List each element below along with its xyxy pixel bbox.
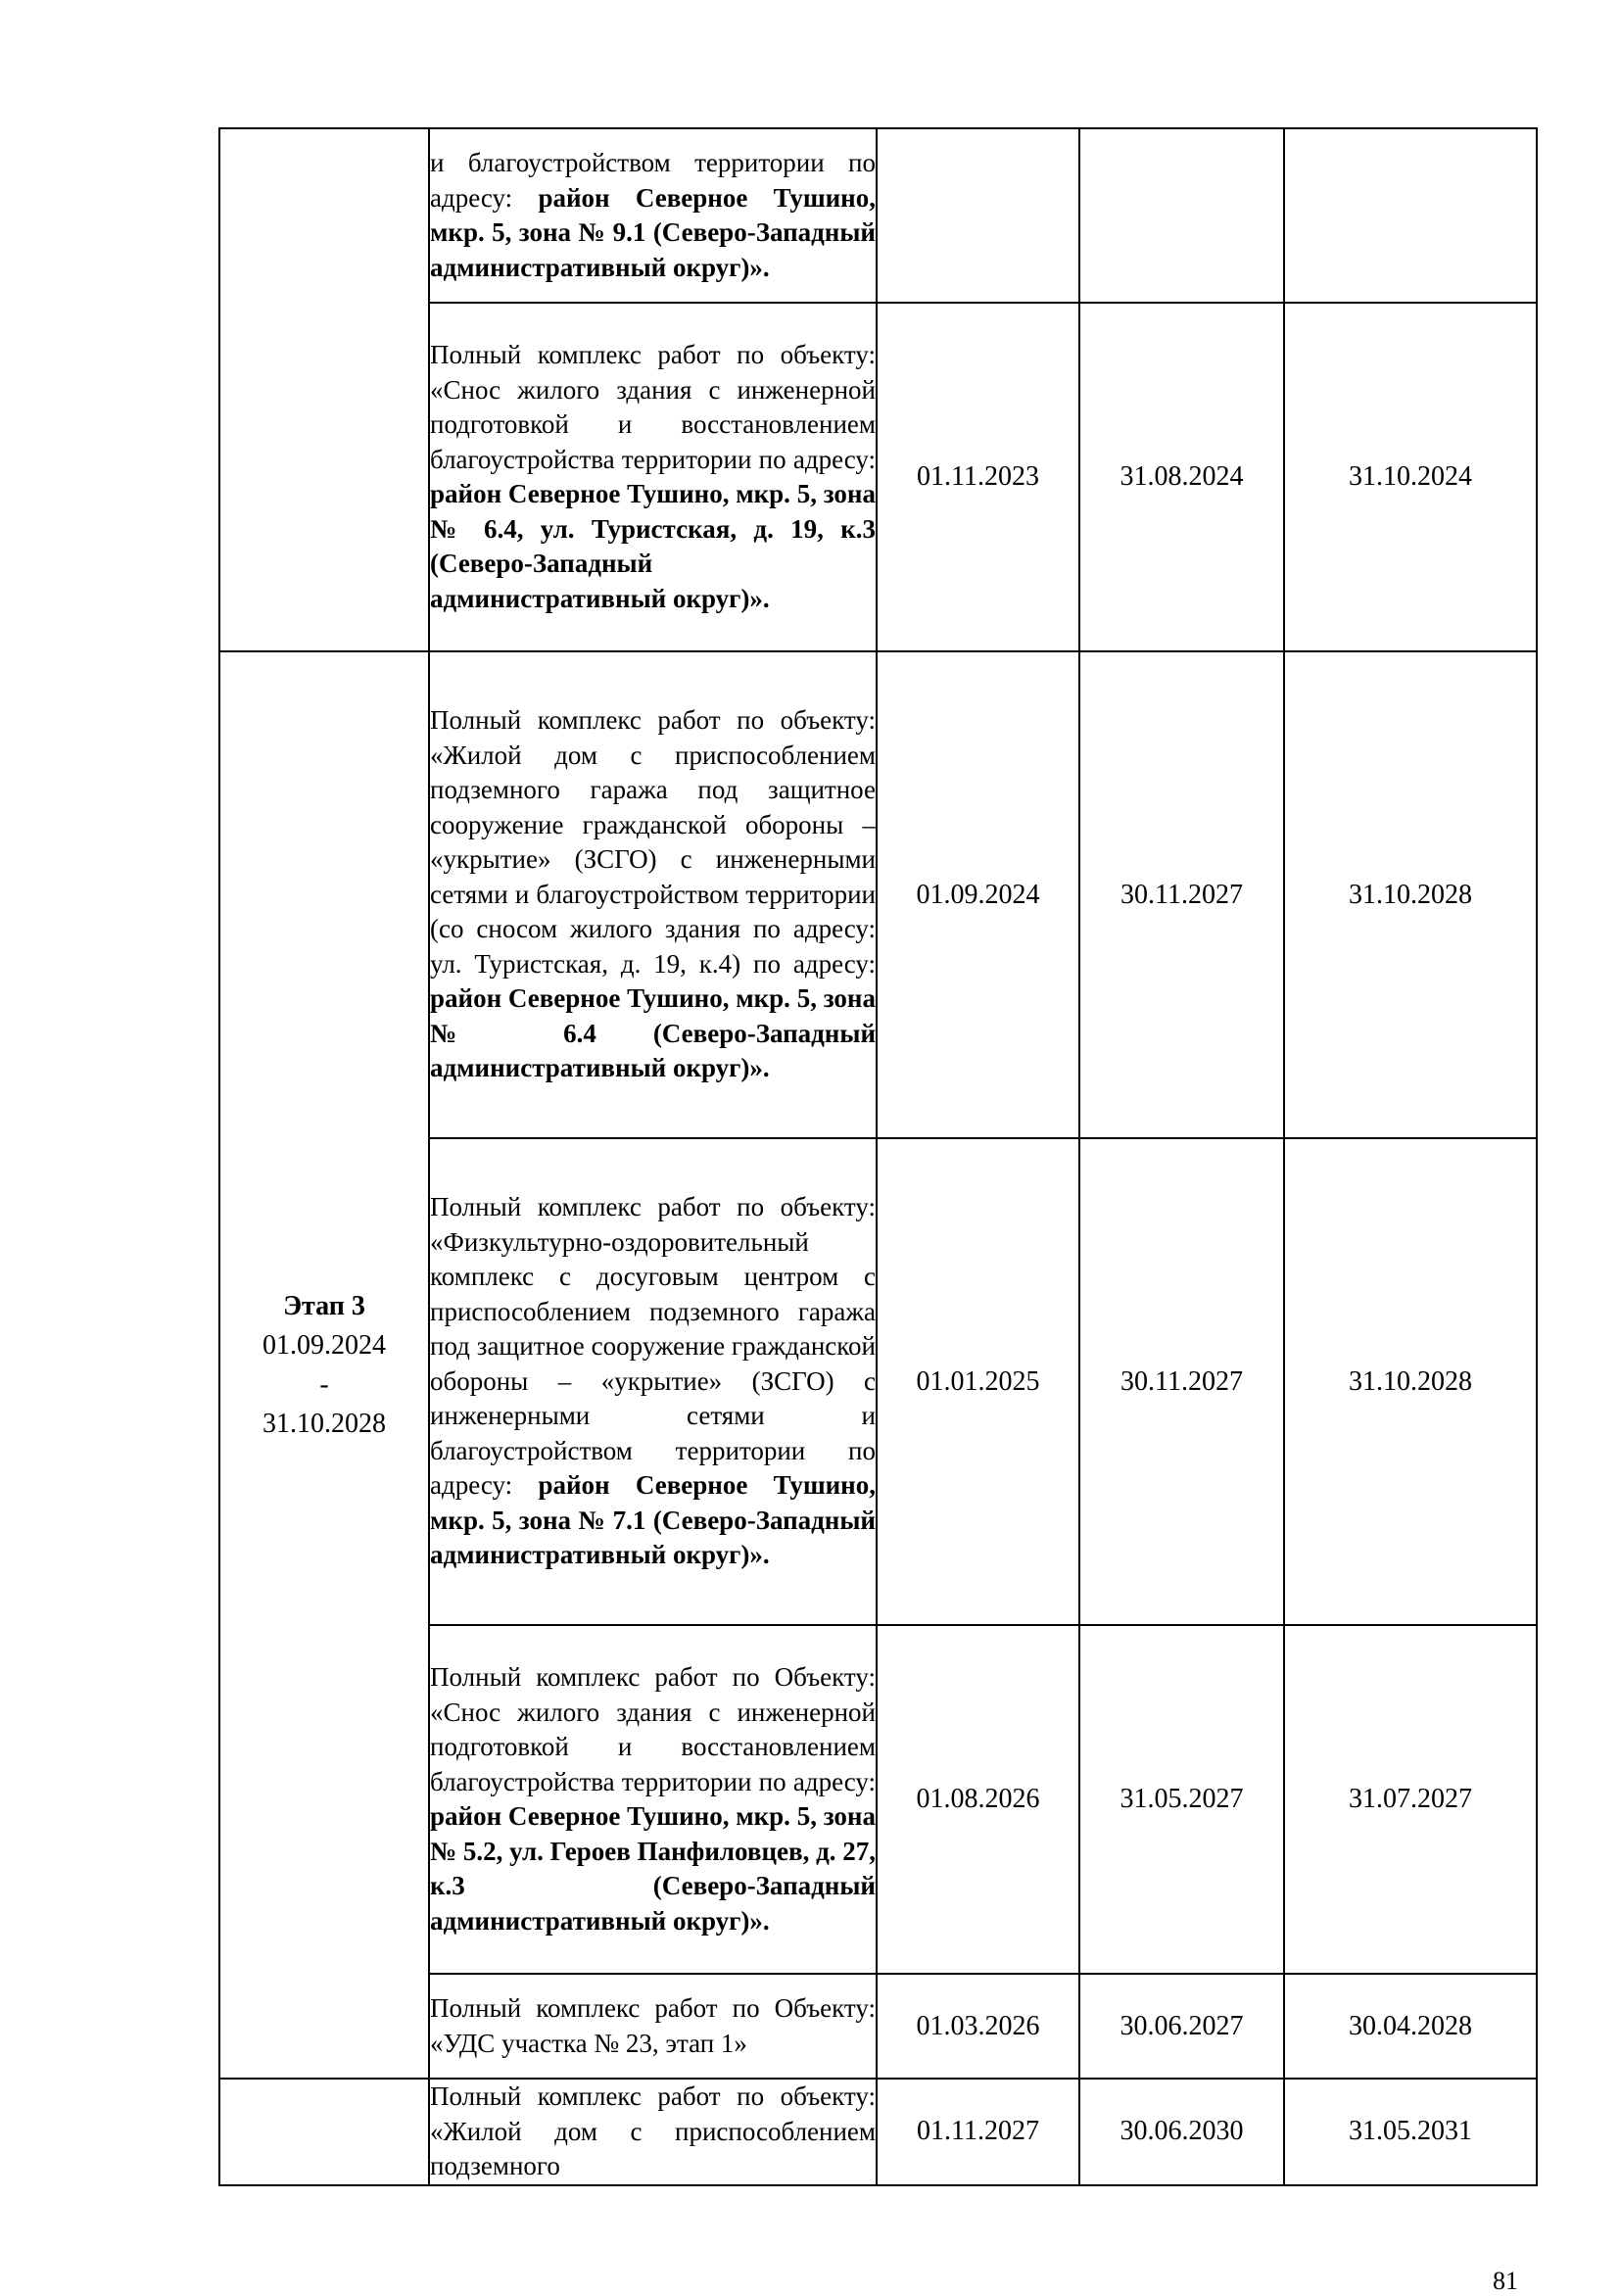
start-date: 01.11.2023 bbox=[877, 303, 1079, 651]
completion-date: 30.11.2027 bbox=[1079, 651, 1284, 1138]
work-description: Полный комплекс работ по Объекту: «Снос жилого здания с инженерной подготовкой и восстановлением благоустройства территории по адресу: район Северное Тушино, мкр. 5, зона № 5.2, ул. Героев Панфиловцев, д. 27, к.3 (Северо-Западный административный округ)». bbox=[429, 1625, 877, 1974]
end-date bbox=[1284, 128, 1537, 303]
stage-start: 01.09.2024 bbox=[262, 1329, 386, 1361]
end-date: 31.10.2028 bbox=[1284, 651, 1537, 1138]
stage-cell-empty bbox=[219, 128, 429, 651]
completion-date: 30.06.2030 bbox=[1079, 2079, 1284, 2185]
completion-date bbox=[1079, 128, 1284, 303]
schedule-table bbox=[218, 127, 1538, 2186]
completion-date: 31.08.2024 bbox=[1079, 303, 1284, 651]
stage-dash: - bbox=[319, 1368, 329, 1400]
end-date: 31.05.2031 bbox=[1284, 2079, 1537, 2185]
stage-title: Этап 3 bbox=[283, 1290, 365, 1321]
end-date: 31.10.2024 bbox=[1284, 303, 1537, 651]
start-date: 01.08.2026 bbox=[877, 1625, 1079, 1974]
work-description: Полный комплекс работ по объекту: «Физкультурно-оздоровительный комплекс с досуговым центром с приспособлением подземного гаража под защитное сооружение гражданской обороны – «укрытие» (ЗСГО) с инженерными сетями и благоустройством территории по адресу: район Северное Тушино, мкр. 5, зона № 7.1 (Северо-Западный административный округ)». bbox=[429, 1138, 877, 1625]
start-date: 01.03.2026 bbox=[877, 1974, 1079, 2079]
start-date bbox=[877, 128, 1079, 303]
start-date: 01.11.2027 bbox=[877, 2079, 1079, 2185]
stage-cell bbox=[219, 651, 429, 2079]
table-row bbox=[219, 2079, 1537, 2185]
start-date: 01.09.2024 bbox=[877, 651, 1079, 1138]
completion-date: 30.06.2027 bbox=[1079, 1974, 1284, 2079]
completion-date: 30.11.2027 bbox=[1079, 1138, 1284, 1625]
end-date: 30.04.2028 bbox=[1284, 1974, 1537, 2079]
stage-cell-empty bbox=[219, 2079, 429, 2185]
work-description: Полный комплекс работ по Объекту: «УДС участка № 23, этап 1» bbox=[429, 1974, 877, 2079]
start-date: 01.01.2025 bbox=[877, 1138, 1079, 1625]
table-row bbox=[219, 651, 1537, 1138]
work-description: и благоустройством территории по адресу: район Северное Тушино, мкр. 5, зона № 9.1 (Северо-Западный административный округ)». bbox=[429, 128, 877, 303]
stage-end: 31.10.2028 bbox=[262, 1408, 386, 1439]
end-date: 31.07.2027 bbox=[1284, 1625, 1537, 1974]
table-row bbox=[219, 128, 1537, 303]
work-description: Полный комплекс работ по объекту: «Жилой дом с приспособлением подземного bbox=[429, 2079, 877, 2185]
completion-date: 31.05.2027 bbox=[1079, 1625, 1284, 1974]
work-description: Полный комплекс работ по объекту: «Жилой дом с приспособлением подземного гаража под защитное сооружение гражданской обороны – «укрытие» (ЗСГО) с инженерными сетями и благоустройством территории (со сносом жилого здания по адресу: ул. Туристская, д. 19, к.4) по адресу: район Северное Тушино, мкр. 5, зона № 6.4 (Северо-Западный административный округ)». bbox=[429, 651, 877, 1138]
page-number: 81 bbox=[1493, 2267, 1518, 2295]
end-date: 31.10.2028 bbox=[1284, 1138, 1537, 1625]
work-description: Полный комплекс работ по объекту: «Снос жилого здания с инженерной подготовкой и восстановлением благоустройства территории по адресу: район Северное Тушино, мкр. 5, зона № 6.4, ул. Туристская, д. 19, к.3 (Северо-Западный административный округ)». bbox=[429, 303, 877, 651]
